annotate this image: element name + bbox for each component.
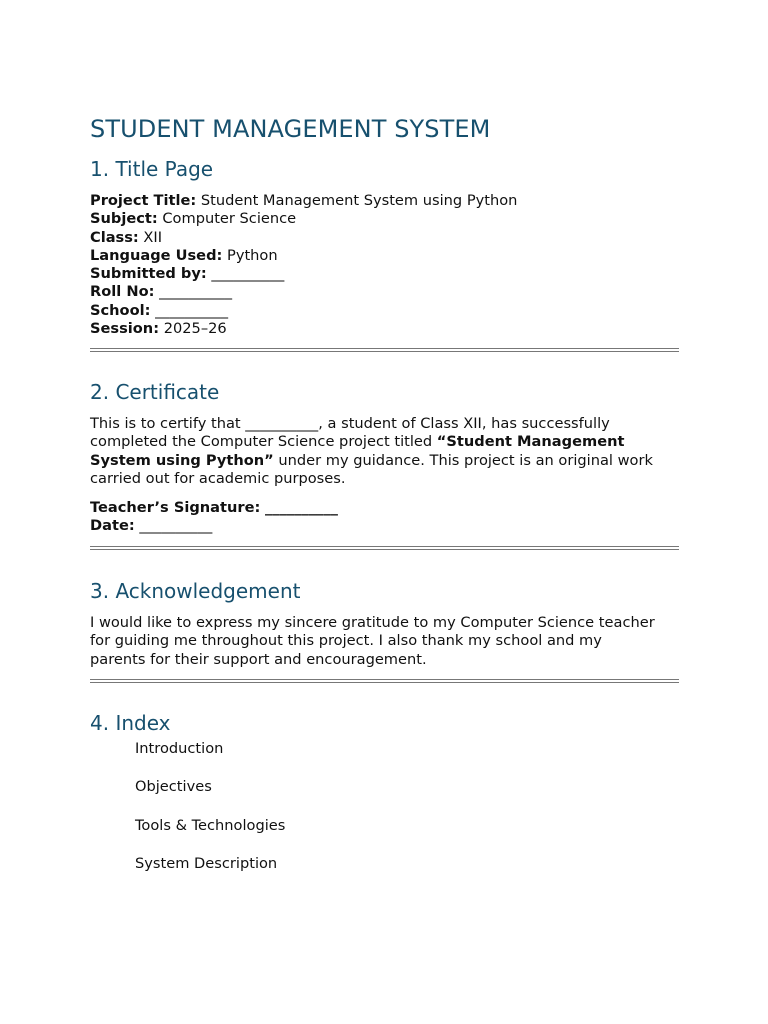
field-class: [90, 229, 679, 247]
bold-project-title: System using Python”: [90, 451, 274, 469]
field-value: Student Management System using Python: [200, 192, 518, 209]
field-value: __________: [264, 499, 338, 516]
certificate-line: [90, 415, 679, 433]
certificate-paragraph: [90, 415, 679, 488]
field-label: Language Used:: [90, 246, 223, 264]
text-run: under my guidance. This project is an original work: [273, 451, 653, 469]
field-label: Date:: [90, 517, 135, 535]
acknowledgement-paragraph: [90, 614, 679, 669]
field-roll-no: [90, 283, 679, 301]
field-language-used: [90, 247, 679, 265]
section-divider: [90, 679, 679, 683]
field-submitted-by: [90, 265, 679, 283]
section-divider: [90, 546, 679, 550]
bold-project-title: “Student Management: [436, 433, 625, 451]
field-label: Roll No:: [90, 283, 155, 301]
title-page-heading: 1. Title Page: [90, 157, 214, 181]
field-school: [90, 302, 679, 320]
acknowledgement-line: for guiding me throughout this project. I also thank my school and my: [90, 632, 602, 650]
field-label: School:: [90, 301, 151, 319]
field-project-title: [90, 192, 679, 210]
index-label: Tools & Technologies: [135, 816, 286, 834]
field-value: XII: [143, 228, 163, 246]
text-run: carried out for academic purposes.: [90, 469, 346, 487]
index-label: System Description: [135, 854, 278, 872]
field-value: __________: [159, 283, 233, 301]
field-value: __________: [139, 517, 213, 535]
certificate-line: [90, 452, 679, 470]
certificate-line: [90, 470, 679, 488]
field-label: Teacher’s Signature:: [90, 499, 261, 516]
field-label: Submitted by:: [90, 265, 207, 283]
document-title: STUDENT MANAGEMENT SYSTEM: [90, 115, 491, 143]
certificate-heading: 2. Certificate: [90, 380, 220, 404]
field-label: Class:: [90, 228, 139, 246]
teacher-signature: [90, 499, 679, 517]
section-divider: [90, 348, 679, 352]
index-heading: 4. Index: [90, 711, 171, 735]
field-session: [90, 320, 679, 338]
acknowledgement-line: I would like to express my sincere gratitude to my Computer Science teacher: [90, 614, 655, 631]
field-value: Python: [227, 246, 278, 264]
field-value: __________: [211, 265, 285, 283]
acknowledgement-heading: 3. Acknowledgement: [90, 579, 301, 603]
text-run: completed the Computer Science project titled: [90, 433, 437, 451]
field-subject: [90, 210, 679, 228]
field-label: Session:: [90, 320, 160, 338]
field-label: Project Title:: [90, 192, 197, 209]
certificate-line: [90, 433, 679, 451]
certificate-date: [90, 517, 679, 535]
field-value: Computer Science: [162, 210, 297, 228]
title-page-fields: [90, 192, 679, 338]
acknowledgement-line: parents for their support and encouragement.: [90, 650, 427, 668]
field-value: __________: [155, 301, 229, 319]
field-value: 2025–26: [163, 320, 227, 338]
text-run: This is to certify that __________, a student of Class XII, has successfully: [90, 415, 610, 432]
index-label: Introduction: [135, 740, 224, 757]
index-label: Objectives: [135, 778, 212, 796]
certificate-signature-block: [90, 499, 679, 536]
field-label: Subject:: [90, 210, 158, 228]
